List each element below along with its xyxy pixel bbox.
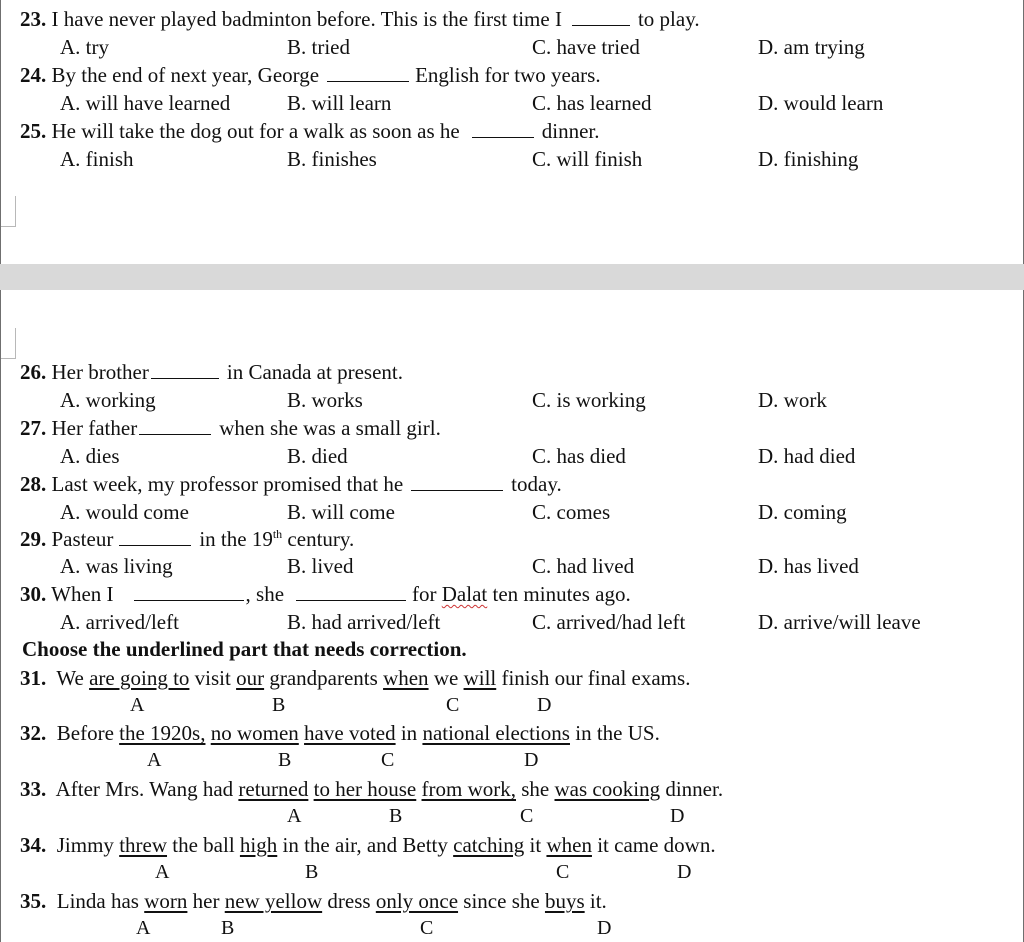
- option-b[interactable]: B. tried: [287, 35, 350, 59]
- underlined-part-a[interactable]: the 1920s,: [119, 721, 206, 745]
- question-35: 35. Linda has worn her new yellow dress only once since she buys it.: [20, 889, 607, 913]
- answer-blank[interactable]: [472, 120, 534, 138]
- option-a[interactable]: A. dies: [60, 444, 120, 468]
- letter-d: D: [677, 861, 692, 883]
- option-b[interactable]: B. finishes: [287, 147, 377, 171]
- letter-d: D: [597, 917, 612, 939]
- underlined-part-c[interactable]: only once: [375, 889, 459, 913]
- option-c[interactable]: C. has learned: [532, 91, 652, 115]
- question-24: 24. By the end of next year, George English for two years.: [20, 63, 601, 87]
- answer-blank[interactable]: [296, 583, 406, 601]
- option-d[interactable]: D. had died: [758, 444, 856, 468]
- option-c[interactable]: C. have tried: [532, 35, 640, 59]
- option-a[interactable]: A. was living: [60, 554, 173, 578]
- letter-b: B: [389, 805, 403, 827]
- option-c[interactable]: C. arrived/had left: [532, 610, 686, 634]
- underlined-part-d[interactable]: when: [546, 833, 592, 857]
- question-28: 28. Last week, my professor promised that he today.: [20, 472, 562, 496]
- option-d[interactable]: D. finishing: [758, 147, 859, 171]
- letter-d: D: [524, 749, 539, 771]
- underlined-part-b[interactable]: to her house: [313, 777, 417, 801]
- answer-blank[interactable]: [119, 528, 191, 546]
- underlined-part-c[interactable]: when: [383, 666, 429, 690]
- underlined-part-b[interactable]: no women: [210, 721, 299, 745]
- option-d[interactable]: D. am trying: [758, 35, 865, 59]
- option-c[interactable]: C. is working: [532, 388, 646, 412]
- letter-c: C: [381, 749, 395, 771]
- letter-c: C: [520, 805, 534, 827]
- option-b[interactable]: B. will learn: [287, 91, 392, 115]
- underlined-part-c[interactable]: catching: [453, 833, 525, 857]
- letter-b: B: [278, 749, 292, 771]
- question-34: 34. Jimmy threw the ball high in the air, and Betty catching it when it came down.: [20, 833, 716, 857]
- underlined-part-c[interactable]: from work,: [421, 777, 516, 801]
- underlined-part-d[interactable]: national elections: [422, 721, 570, 745]
- letter-a: A: [130, 694, 145, 716]
- option-c[interactable]: C. comes: [532, 500, 611, 524]
- option-d[interactable]: D. work: [758, 388, 827, 412]
- question-30: 30. When I , she for Dalat ten minutes ago.: [20, 582, 631, 606]
- section-heading: Choose the underlined part that needs correction.: [22, 637, 467, 661]
- spelling-flag: Dalat: [441, 582, 488, 606]
- answer-blank[interactable]: [572, 8, 630, 26]
- letter-c: C: [556, 861, 570, 883]
- option-c[interactable]: C. will finish: [532, 147, 643, 171]
- option-d[interactable]: D. coming: [758, 500, 847, 524]
- question-29: 29. Pasteur in the 19th century.: [20, 527, 355, 551]
- question-31: 31. We are going to visit our grandparents when we will finish our final exams.: [20, 666, 691, 690]
- option-a[interactable]: A. finish: [60, 147, 134, 171]
- option-b[interactable]: B. died: [287, 444, 348, 468]
- option-a[interactable]: A. would come: [60, 500, 189, 524]
- letter-a: A: [287, 805, 302, 827]
- letter-d: D: [537, 694, 552, 716]
- letter-a: A: [136, 917, 151, 939]
- letter-a: A: [155, 861, 170, 883]
- question-33: 33. After Mrs. Wang had returned to her house from work, she was cooking dinner.: [20, 777, 724, 801]
- margin-mark: [1, 328, 16, 359]
- underlined-part-a[interactable]: returned: [238, 777, 309, 801]
- option-b[interactable]: B. lived: [287, 554, 354, 578]
- margin-mark: [1, 196, 16, 227]
- answer-blank[interactable]: [134, 583, 244, 601]
- letter-d: D: [670, 805, 685, 827]
- question-32: 32. Before the 1920s, no women have voted in national elections in the US.: [20, 721, 660, 745]
- underlined-part-a[interactable]: worn: [144, 889, 188, 913]
- letter-b: B: [221, 917, 235, 939]
- question-26: 26. Her brother in Canada at present.: [20, 360, 403, 384]
- option-d[interactable]: D. would learn: [758, 91, 884, 115]
- letter-b: B: [305, 861, 319, 883]
- underlined-part-b[interactable]: high: [239, 833, 278, 857]
- option-a[interactable]: A. will have learned: [60, 91, 231, 115]
- letter-c: C: [446, 694, 460, 716]
- option-d[interactable]: D. arrive/will leave: [758, 610, 921, 634]
- underlined-part-b[interactable]: our: [236, 666, 265, 690]
- underlined-part-a[interactable]: threw: [119, 833, 168, 857]
- option-a[interactable]: A. try: [60, 35, 109, 59]
- option-a[interactable]: A. arrived/left: [60, 610, 179, 634]
- question-23: 23. I have never played badminton before. This is the first time I to play.: [20, 7, 700, 31]
- question-27: 27. Her father when she was a small girl.: [20, 416, 441, 440]
- letter-b: B: [272, 694, 286, 716]
- underlined-part-d[interactable]: will: [463, 666, 497, 690]
- underlined-part-c[interactable]: have voted: [304, 721, 396, 745]
- option-d[interactable]: D. has lived: [758, 554, 859, 578]
- option-b[interactable]: B. works: [287, 388, 363, 412]
- option-b[interactable]: B. had arrived/left: [287, 610, 441, 634]
- underlined-part-a[interactable]: are going to: [89, 666, 190, 690]
- underlined-part-d[interactable]: buys: [544, 889, 585, 913]
- option-b[interactable]: B. will come: [287, 500, 395, 524]
- option-a[interactable]: A. working: [60, 388, 156, 412]
- answer-blank[interactable]: [327, 64, 409, 82]
- answer-blank[interactable]: [411, 473, 503, 491]
- letter-a: A: [147, 749, 162, 771]
- option-c[interactable]: C. had lived: [532, 554, 635, 578]
- question-25: 25. He will take the dog out for a walk as soon as he dinner.: [20, 119, 600, 143]
- option-c[interactable]: C. has died: [532, 444, 626, 468]
- page-gap: [0, 264, 1024, 290]
- answer-blank[interactable]: [151, 361, 219, 379]
- letter-c: C: [420, 917, 434, 939]
- answer-blank[interactable]: [139, 417, 211, 435]
- underlined-part-d[interactable]: was cooking: [554, 777, 661, 801]
- underlined-part-b[interactable]: new yellow: [224, 889, 323, 913]
